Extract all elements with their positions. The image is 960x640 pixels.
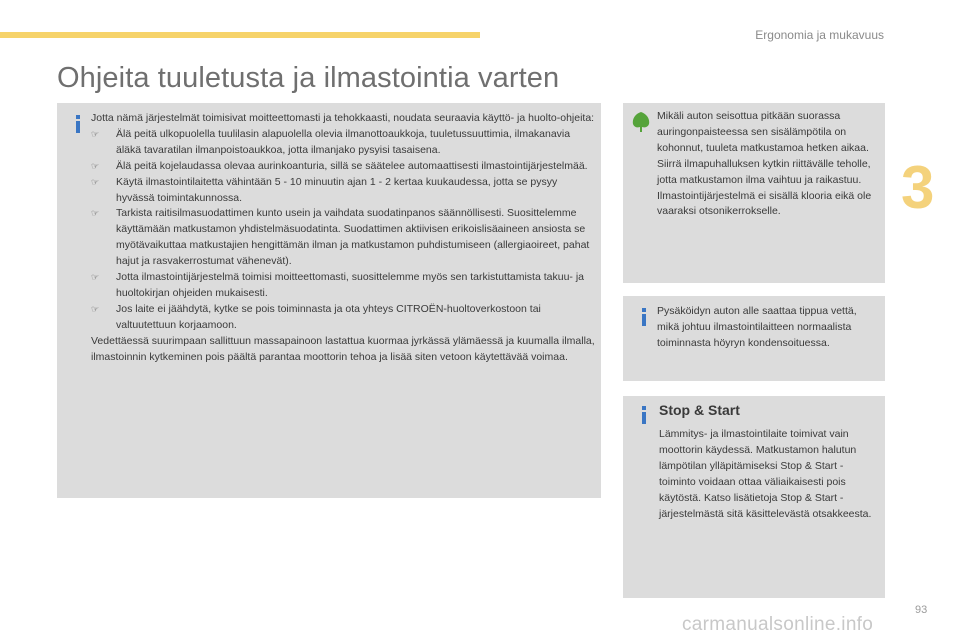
list-item: ☞ Älä peitä ulkopuolella tuulilasin alapuolella olevia ilmanottoaukkoja, tuuletussuuttimia, ilmakanavia äläkä tavaratilan ilmanpoistoaukkoa, jotta ilmanjako pysyisi tasaisena. [91, 127, 571, 156]
top-accent-bar [0, 32, 480, 38]
info-icon [74, 115, 82, 133]
condensation-info-box [623, 296, 885, 381]
stop-start-text: Lämmitys- ja ilmastointilaite toimivat vain moottorin käydessä. Matkustamon halutun lämpötilan ylläpitämiseksi Stop & Start -toiminto voidaan ottaa väliaikaisesti pois käytöstä. Katso lisätietoja Stop & Start -järjestelmästä sitä käsittelevästä otsakkeesta. [659, 428, 872, 520]
eco-leaf-icon [631, 111, 651, 133]
stop-start-info-box [623, 396, 885, 598]
bullet-marker-icon: ☞ [91, 303, 100, 314]
page-number: 93 [915, 604, 928, 616]
watermark: carmanualsonline.info [682, 614, 874, 635]
bullet-marker-icon: ☞ [91, 272, 100, 283]
info-icon [640, 308, 648, 326]
bullet-marker-icon: ☞ [91, 160, 100, 171]
list-item: ☞ Jotta ilmastointijärjestelmä toimisi moitteettomasti, suosittelemme myös sen tarkistuttamista takuu- ja huoltokirjan ohjeiden mukaisesti. [91, 271, 584, 299]
main-info-box [57, 103, 601, 498]
info-icon [640, 406, 648, 424]
chapter-number: 3 [901, 154, 935, 221]
eco-info-box [623, 103, 885, 283]
condensation-text: Pysäköidyn auton alle saattaa tippua vettä, mikä johtuu ilmastointilaitteen normaalista toiminnasta höyryn kondensoituessa. [657, 305, 857, 349]
list-item: ☞ Älä peitä kojelaudassa olevaa aurinkoanturia, sillä se säätelee automaattisesti ilmastointijärjestelmää. [91, 159, 596, 175]
bullet-marker-icon: ☞ [91, 128, 100, 139]
eco-text: Mikäli auton seisottua pitkään suorassa auringonpaisteessa sen sisälämpötila on kohonnut, tuuleta matkustamoa hetken aikaa. Siirrä ilmapuhalluksen kytkin riittävälle teholle, jotta matkustamon ilma vaihtuu ja raikastuu. Ilmastointijärjestelmä ei sisällä klooria eikä ole vaaraksi otsonikerrokselle. [657, 110, 872, 218]
page-title: Ohjeita tuuletusta ja ilmastointia varten [57, 62, 560, 94]
stop-start-title: Stop & Start [659, 402, 740, 418]
bullet-marker-icon: ☞ [91, 208, 100, 219]
list-item: ☞ Tarkista raitisilmasuodattimen kunto usein ja vaihdata suodatinpanos säännöllisesti. Suosittelemme käyttämään matkustamon yhdistelmäsuodatinta. Suodattimen aktiivisen erikoislisäaineen ansiosta se myötävaikuttaa matkustajien hengittämän ilman ja matkustamon puhdistumiseen (allergiaoireet, pahat hajut ja rasvakerrostumat vähenevät). [91, 207, 590, 268]
bullet-marker-icon: ☞ [91, 176, 100, 187]
list-item: ☞ Käytä ilmastointilaitetta vähintään 5 - 10 minuutin ajan 1 - 2 kertaa kuukaudessa, jotta se pysyy hyvässä toimintakunnossa. [91, 175, 558, 204]
main-bullet-list [91, 127, 596, 334]
list-item: ☞ Jos laite ei jäähdytä, kytke se pois toiminnasta ja ota yhteys CITROËN-huoltoverkostoon tai valtuutettuun korjaamoon. [91, 302, 541, 331]
section-title: Ergonomia ja mukavuus [755, 28, 884, 42]
main-outro: Vedettäessä suurimpaan sallittuun massapainoon lastattua kuormaa jyrkässä ylämäessä ja kuumalla ilmalla, ilmastoinnin kytkeminen pois päältä parantaa moottorin tehoa ja lisää siten vetoon käytettävää voimaa. [91, 334, 595, 363]
main-info-text [91, 111, 596, 366]
main-intro: Jotta nämä järjestelmät toimisivat moitteettomasti ja tehokkaasti, noudata seuraavia käyttö- ja huolto-ohjeita: [91, 112, 595, 124]
